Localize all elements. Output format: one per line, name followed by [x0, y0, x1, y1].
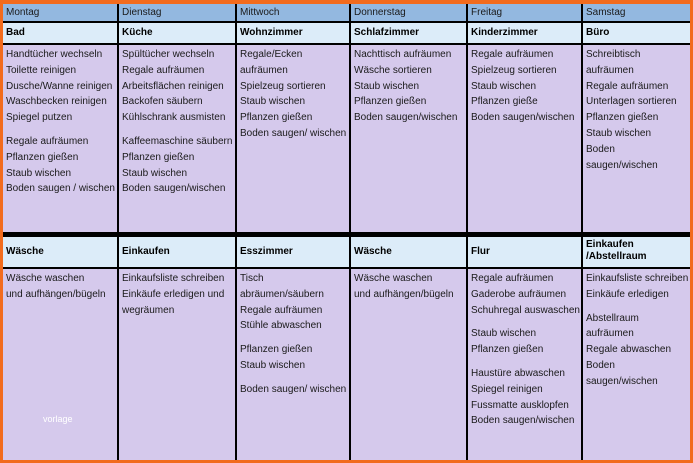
task-cell — [583, 45, 690, 232]
day-header — [3, 4, 117, 21]
task-item: Pflanzen gießen — [6, 151, 79, 163]
room-header — [3, 237, 117, 267]
task-item: Regale aufräumen — [586, 80, 669, 92]
room-header — [583, 237, 690, 267]
day-header — [583, 4, 690, 21]
day-column — [583, 4, 690, 460]
task-item: aufräumen — [586, 64, 634, 76]
task-item: Spiegel reinigen — [471, 383, 543, 395]
task-item: Wäsche waschen — [354, 273, 433, 284]
task-item: abräumen/säubern — [240, 288, 324, 300]
task-item: Regale aufräumen — [240, 304, 323, 316]
task-spacer — [122, 126, 235, 134]
day-column — [119, 4, 235, 460]
task-list — [119, 269, 235, 318]
task-item: saugen/wischen — [586, 159, 658, 171]
day-name: Montag — [6, 7, 40, 18]
room-name: Wäsche — [354, 246, 392, 257]
task-item: Wäsche sortieren — [354, 64, 432, 76]
task-list — [351, 269, 466, 303]
task-item: Dusche/Wanne reinigen — [6, 80, 113, 92]
task-item: saugen/wischen — [586, 375, 658, 387]
task-item: Boden saugen/ wischen — [240, 127, 347, 139]
task-item: Boden saugen/ wischen — [240, 383, 347, 395]
watermark-text: vorlage — [43, 414, 73, 424]
task-item: Spielzeug sortieren — [240, 80, 326, 92]
room-header — [468, 237, 581, 267]
room-header — [468, 23, 581, 43]
day-header — [119, 4, 235, 21]
task-item: Staub wischen — [586, 127, 652, 139]
task-item: Regale aufräumen — [471, 273, 554, 284]
task-item: Staub wischen — [471, 80, 537, 92]
day-header — [237, 4, 349, 21]
task-list — [119, 45, 235, 197]
task-item: Arbeitsflächen reinigen — [122, 80, 224, 92]
task-item: Boden — [586, 143, 615, 155]
task-cell — [3, 45, 117, 232]
task-list — [3, 45, 117, 197]
room-header — [351, 23, 466, 43]
task-item: aufräumen — [240, 64, 288, 76]
task-item: Boden — [586, 359, 615, 371]
task-item: Unterlagen sortieren — [586, 96, 677, 108]
task-item: aufräumen — [586, 328, 634, 340]
room-header — [237, 237, 349, 267]
task-item: und aufhängen/bügeln — [6, 288, 106, 300]
task-item: Kaffeemaschine säubern — [122, 135, 233, 147]
task-item: Staub wischen — [240, 96, 306, 108]
task-item: Abstellraum — [586, 312, 639, 324]
task-cell — [237, 45, 349, 232]
day-header — [468, 4, 581, 21]
room-header — [351, 237, 466, 267]
task-item: Staub wischen — [471, 328, 537, 340]
task-item: Toilette reinigen — [6, 64, 77, 76]
task-spacer — [586, 303, 690, 311]
day-column — [468, 4, 581, 460]
task-item: Boden saugen/wischen — [122, 183, 226, 195]
task-spacer — [471, 318, 581, 326]
task-item: Regale aufräumen — [6, 135, 89, 147]
task-list — [237, 45, 349, 142]
task-item: Pflanzen gießen — [122, 151, 195, 163]
task-item: und aufhängen/bügeln — [354, 288, 454, 300]
cleaning-schedule-table — [3, 4, 690, 460]
task-cell — [119, 45, 235, 232]
task-item: Spültücher wechseln — [122, 49, 215, 60]
room-name: Wäsche — [6, 246, 44, 257]
task-cell — [237, 269, 349, 460]
task-item: Pflanzen gießen — [240, 344, 313, 356]
day-name: Freitag — [471, 7, 503, 18]
room-header — [3, 23, 117, 43]
task-item: Regale aufräumen — [471, 49, 554, 60]
task-list — [468, 269, 581, 429]
room-name: Einkaufen /Abstellraum — [586, 239, 647, 262]
room-name: Esszimmer — [240, 246, 293, 257]
day-name: Dienstag — [122, 7, 162, 18]
task-item: Boden saugen/wischen — [354, 112, 458, 124]
task-list — [237, 269, 349, 398]
task-item: Spielzeug sortieren — [471, 64, 557, 76]
day-column — [3, 4, 117, 460]
task-item: Einkaufsliste schreiben — [122, 273, 225, 284]
task-item: Stühle abwaschen — [240, 320, 322, 332]
room-name: Flur — [471, 246, 490, 257]
day-name: Samstag — [586, 7, 626, 18]
room-name: Bad — [6, 27, 25, 38]
room-header — [583, 23, 690, 43]
task-item: Spiegel putzen — [6, 112, 73, 124]
task-item: Gaderobe aufräumen — [471, 288, 567, 300]
day-column — [237, 4, 349, 460]
room-header — [119, 23, 235, 43]
task-item: Handtücher wechseln — [6, 49, 103, 60]
task-item: Staub wischen — [122, 167, 188, 179]
task-item: Kühlschrank ausmisten — [122, 112, 226, 124]
task-item: Boden saugen/wischen — [471, 415, 575, 427]
task-item: Nachttisch aufräumen — [354, 49, 452, 60]
task-item: Pflanzen gießen — [471, 344, 544, 356]
room-name: Büro — [586, 27, 610, 38]
task-item: Haustüre abwaschen — [471, 367, 565, 379]
task-item: Boden saugen / wischen — [6, 183, 115, 195]
room-name: Einkaufen — [122, 246, 170, 257]
task-list — [3, 269, 117, 303]
day-column — [351, 4, 466, 460]
task-cell — [351, 269, 466, 460]
task-spacer — [240, 334, 349, 342]
task-cell — [583, 269, 690, 460]
day-name: Donnerstag — [354, 7, 406, 18]
task-item: Pflanzen gießen — [354, 96, 427, 108]
task-item: Einkäufe erledigen — [586, 288, 669, 300]
task-spacer — [6, 126, 117, 134]
task-spacer — [471, 358, 581, 366]
room-name: Wohnzimmer — [240, 27, 303, 38]
task-item: Pflanzen gießen — [586, 112, 659, 124]
task-cell — [3, 269, 117, 460]
task-item: Staub wischen — [6, 167, 72, 179]
day-name: Mittwoch — [240, 7, 280, 18]
task-item: Pflanzen gieße — [471, 96, 538, 108]
task-item: Staub wischen — [354, 80, 420, 92]
task-item: Regale/Ecken — [240, 49, 303, 60]
task-list — [583, 45, 690, 173]
task-cell — [351, 45, 466, 232]
room-name: Küche — [122, 27, 153, 38]
task-item: Tisch — [240, 273, 264, 284]
room-name: Kinderzimmer — [471, 27, 538, 38]
task-item: Waschbecken reinigen — [6, 96, 107, 108]
task-item: Backofen säubern — [122, 96, 203, 108]
room-header — [119, 237, 235, 267]
task-list — [351, 45, 466, 126]
room-name: Schlafzimmer — [354, 27, 420, 38]
task-list — [468, 45, 581, 126]
task-item: Regale aufräumen — [122, 64, 205, 76]
task-item: wegräumen — [122, 304, 175, 316]
task-item: Staub wischen — [240, 359, 306, 371]
task-item: Einkäufe erledigen und — [122, 288, 225, 300]
room-header — [237, 23, 349, 43]
task-cell — [468, 269, 581, 460]
task-item: Schreibtisch — [586, 49, 641, 60]
task-item: Schuhregal auswaschen — [471, 304, 580, 316]
task-item: Wäsche waschen — [6, 273, 85, 284]
task-item: Boden saugen/wischen — [471, 112, 575, 124]
task-item: Pflanzen gießen — [240, 112, 313, 124]
task-spacer — [240, 374, 349, 382]
task-item: Fussmatte ausklopfen — [471, 399, 569, 411]
task-cell — [119, 269, 235, 460]
task-list — [583, 269, 690, 390]
day-header — [351, 4, 466, 21]
task-item: Einkaufsliste schreiben — [586, 273, 689, 284]
task-cell — [468, 45, 581, 232]
task-item: Regale abwaschen — [586, 344, 672, 356]
